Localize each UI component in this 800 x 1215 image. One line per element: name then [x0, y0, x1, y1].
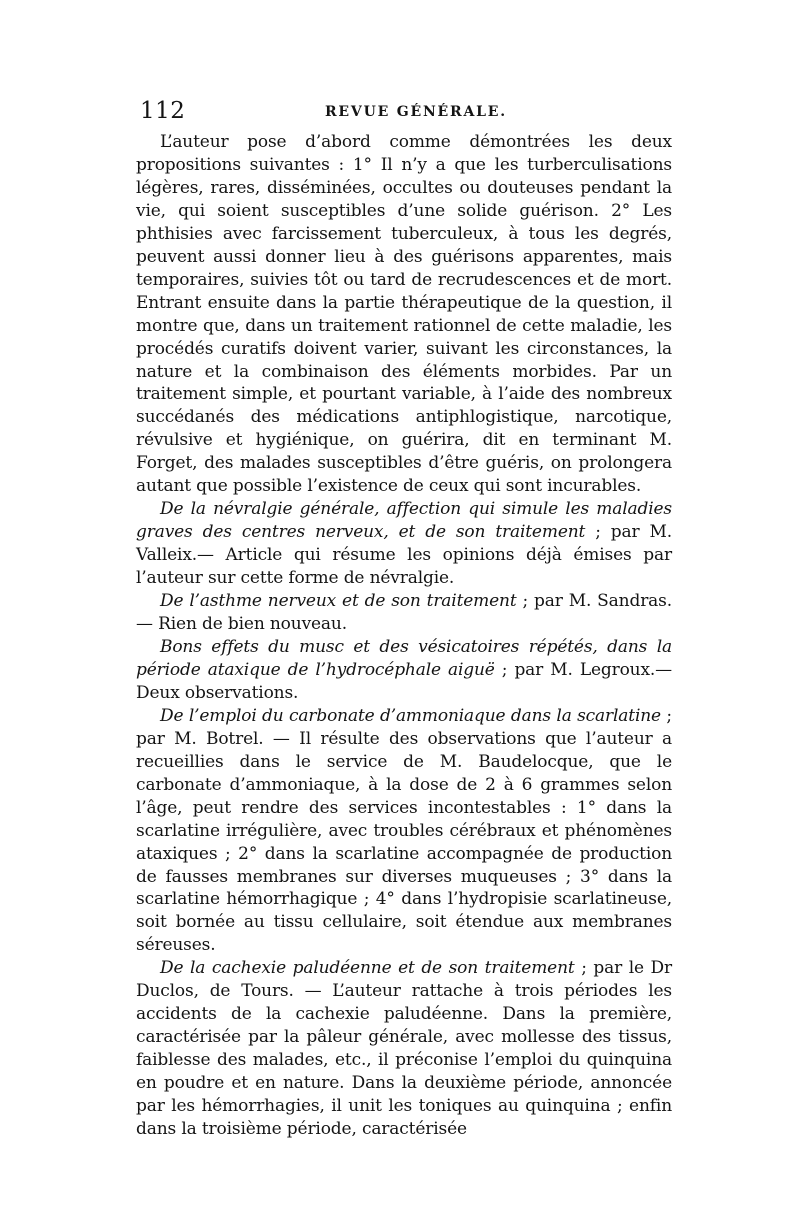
- paragraph-sandras: [136, 590, 672, 636]
- paragraph-text: ; par M. Sandras.— Rien de bien nouveau.: [136, 591, 672, 635]
- paragraph-duclos: [136, 957, 672, 1141]
- article-title: De la cachexie paludéenne et de son traitement: [160, 958, 575, 979]
- page-header: [140, 98, 670, 132]
- paragraph-forget: [136, 131, 672, 498]
- article-title: De l’asthme nerveux et de son traitement: [160, 591, 517, 612]
- article-title: De l’emploi du carbonate d’ammoniaque dans la scarlatine: [160, 705, 661, 726]
- paragraph-text: L’auteur pose d’abord comme démontrées les deux propositions suivantes : 1° Il n’y a que les turberculisations légères, rares, disséminées, occultes ou douteuses pendant la vie, qui soient susceptibles d’une solide guérison. 2° Les phthisies avec farcissement tuberculeux, à tous les degrés, peuvent aussi donner lieu à des guérisons apparentes, mais temporaires, suivies tôt ou tard de recrudescences et de mort. Entrant ensuite dans la partie thérapeutique de la question, il montre que, dans un traitement rationnel de cette maladie, les procédés curatifs doivent varier, suivant les circonstances, la nature et la combinaison des éléments morbides. Par un traitement simple, et pourtant variable, à l’aide des nombreux succédanés des médications antiphlogistique, narcotique, révulsive et hygiénique, on guérira, dit en terminant M. Forget, des malades susceptibles d’être guéris, on prolongera autant que possible l’existence de ceux qui sont incurables.: [136, 132, 672, 497]
- body-text: [136, 131, 672, 1141]
- paragraph-text: ; par M. Valleix.— Article qui résume les opinions déjà émises par l’auteur sur cette forme de névralgie.: [136, 522, 673, 589]
- paragraph-botrel: [136, 705, 672, 957]
- page-number: 112: [140, 98, 186, 124]
- paragraph-text: ; par M. Legroux.— Deux observations.: [136, 659, 672, 703]
- article-title: Bons effets du musc et des vésicatoires répétés, dans la période ataxique de l’hydrocéphale aiguë: [136, 636, 672, 680]
- paragraph-text: ; par M. Botrel. — Il résulte des observations que l’auteur a recueillies dans le service de M. Baudelocque, que le carbonate d’ammoniaque, à la dose de 2 à 6 grammes selon l’âge, peut rendre des services incontestables : 1° dans la scarlatine irrégulière, avec troubles cérébraux et phénomènes ataxiques ; 2° dans la scarlatine accompagnée de production de fausses membranes sur diverses muqueuses ; 3° dans la scarlatine hémorrhagique ; 4° dans l’hydropisie scarlatineuse, soit bornée au tissu cellulaire, soit étendue aux membranes séreuses.: [136, 705, 672, 956]
- running-title: REVUE GÉNÉRALE.: [325, 104, 507, 120]
- paragraph-text: ; par le Dr Duclos, de Tours. — L’auteur rattache à trois périodes les accidents de la cachexie paludéenne. Dans la première, caractérisée par la pâleur générale, avec mollesse des tissus, faiblesse des malades, etc., il préconise l’emploi du quinquina en poudre et en nature. Dans la deuxième période, annoncée par les hémorrhagies, il unit les toniques au quinquina ; enfin dans la troisième période, caractérisée: [136, 958, 672, 1139]
- paragraph-valleix: [136, 498, 672, 590]
- article-title: De la névralgie générale, affection qui simule les maladies graves des centres nerveux, et de son traitement: [136, 499, 672, 543]
- paragraph-legroux: [136, 636, 672, 705]
